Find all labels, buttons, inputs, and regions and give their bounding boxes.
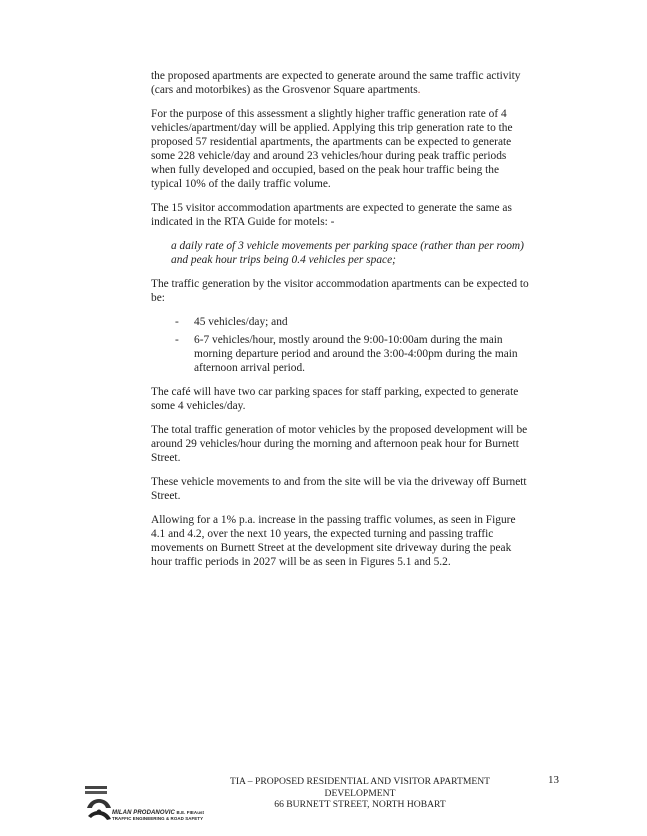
- page-number: 13: [548, 774, 559, 786]
- body-text: [151, 69, 531, 579]
- page-footer: [200, 776, 520, 811]
- paragraph-total-generation: The total traffic generation of motor vehicles by the proposed development will be around 29 vehicles/hour during the morning and afternoon peak hour for Burnett Street.: [151, 424, 528, 464]
- list-item-dash: -: [175, 334, 179, 346]
- list-item-text: 6-7 vehicles/hour, mostly around the 9:00-10:00am during the main morning departure period and around the 3:00-4:00pm during the main afternoon arrival period.: [194, 334, 518, 374]
- paragraph-grosvenor-text: the proposed apartments are expected to generate around the same traffic activity (cars and motorbikes) as the Grosvenor Square apartments: [151, 70, 521, 96]
- logo-arch-icon: [87, 799, 111, 808]
- visitor-generation-list: [151, 315, 531, 375]
- paragraph-visitor-apartments: The 15 visitor accommodation apartments are expected to generate the same as indicated in the RTA Guide for motels: -: [151, 202, 512, 228]
- logo-name: MILAN PRODANOVIC: [112, 810, 175, 816]
- rta-guide-quote: a daily rate of 3 vehicle movements per parking space (rather than per room) and peak hour trips being 0.4 vehicles per space;: [171, 240, 524, 266]
- paragraph-generation-rate: For the purpose of this assessment a slightly higher traffic generation rate of 4 vehicles/apartment/day will be applied. Applying this trip generation rate to the proposed 57 residential apartments, the apartments can be expected to generate some 228 vehicle/day and around 23 vehicles/hour during peak traffic periods when fully developed and occupied, based on the peak hour traffic being the typical 10% of the daily traffic volume.: [151, 108, 513, 190]
- logo-bar-top: [85, 786, 107, 789]
- logo-text: [112, 810, 204, 822]
- list-item-text: 45 vehicles/day; and: [194, 316, 288, 328]
- logo-bar-mid: [85, 791, 107, 794]
- list-item: [151, 315, 531, 329]
- list-item: [151, 333, 531, 375]
- paragraph-driveway: These vehicle movements to and from the site will be via the driveway off Burnett Street.: [151, 476, 527, 502]
- paragraph-visitor-generation: The traffic generation by the visitor accommodation apartments can be expected to be:: [151, 278, 529, 304]
- footer-title-line2: DEVELOPMENT: [324, 787, 396, 799]
- footer-title-line1: TIA – PROPOSED RESIDENTIAL AND VISITOR APARTMENT: [229, 776, 491, 787]
- footer-address: 66 BURNETT STREET, NORTH HOBART: [274, 799, 446, 810]
- logo-tagline: TRAFFIC ENGINEERING & ROAD SAFETY: [112, 816, 204, 821]
- logo-dot-icon: [97, 810, 102, 815]
- paragraph-growth: Allowing for a 1% p.a. increase in the passing traffic volumes, as seen in Figure 4.1 and 4.2, over the next 10 years, the expected turning and passing traffic movements on Burnett Street at the development site driveway during the peak hour traffic periods in 2027 will be as seen in Figures 5.1 and 5.2.: [151, 514, 516, 568]
- list-item-dash: -: [175, 316, 179, 328]
- logo-credentials: B.E. FIEAust: [176, 810, 205, 815]
- paragraph-grosvenor-period: .: [417, 84, 421, 96]
- paragraph-cafe: The café will have two car parking spaces for staff parking, expected to generate some 4 vehicles/day.: [151, 386, 519, 412]
- paragraph-grosvenor: [151, 69, 531, 97]
